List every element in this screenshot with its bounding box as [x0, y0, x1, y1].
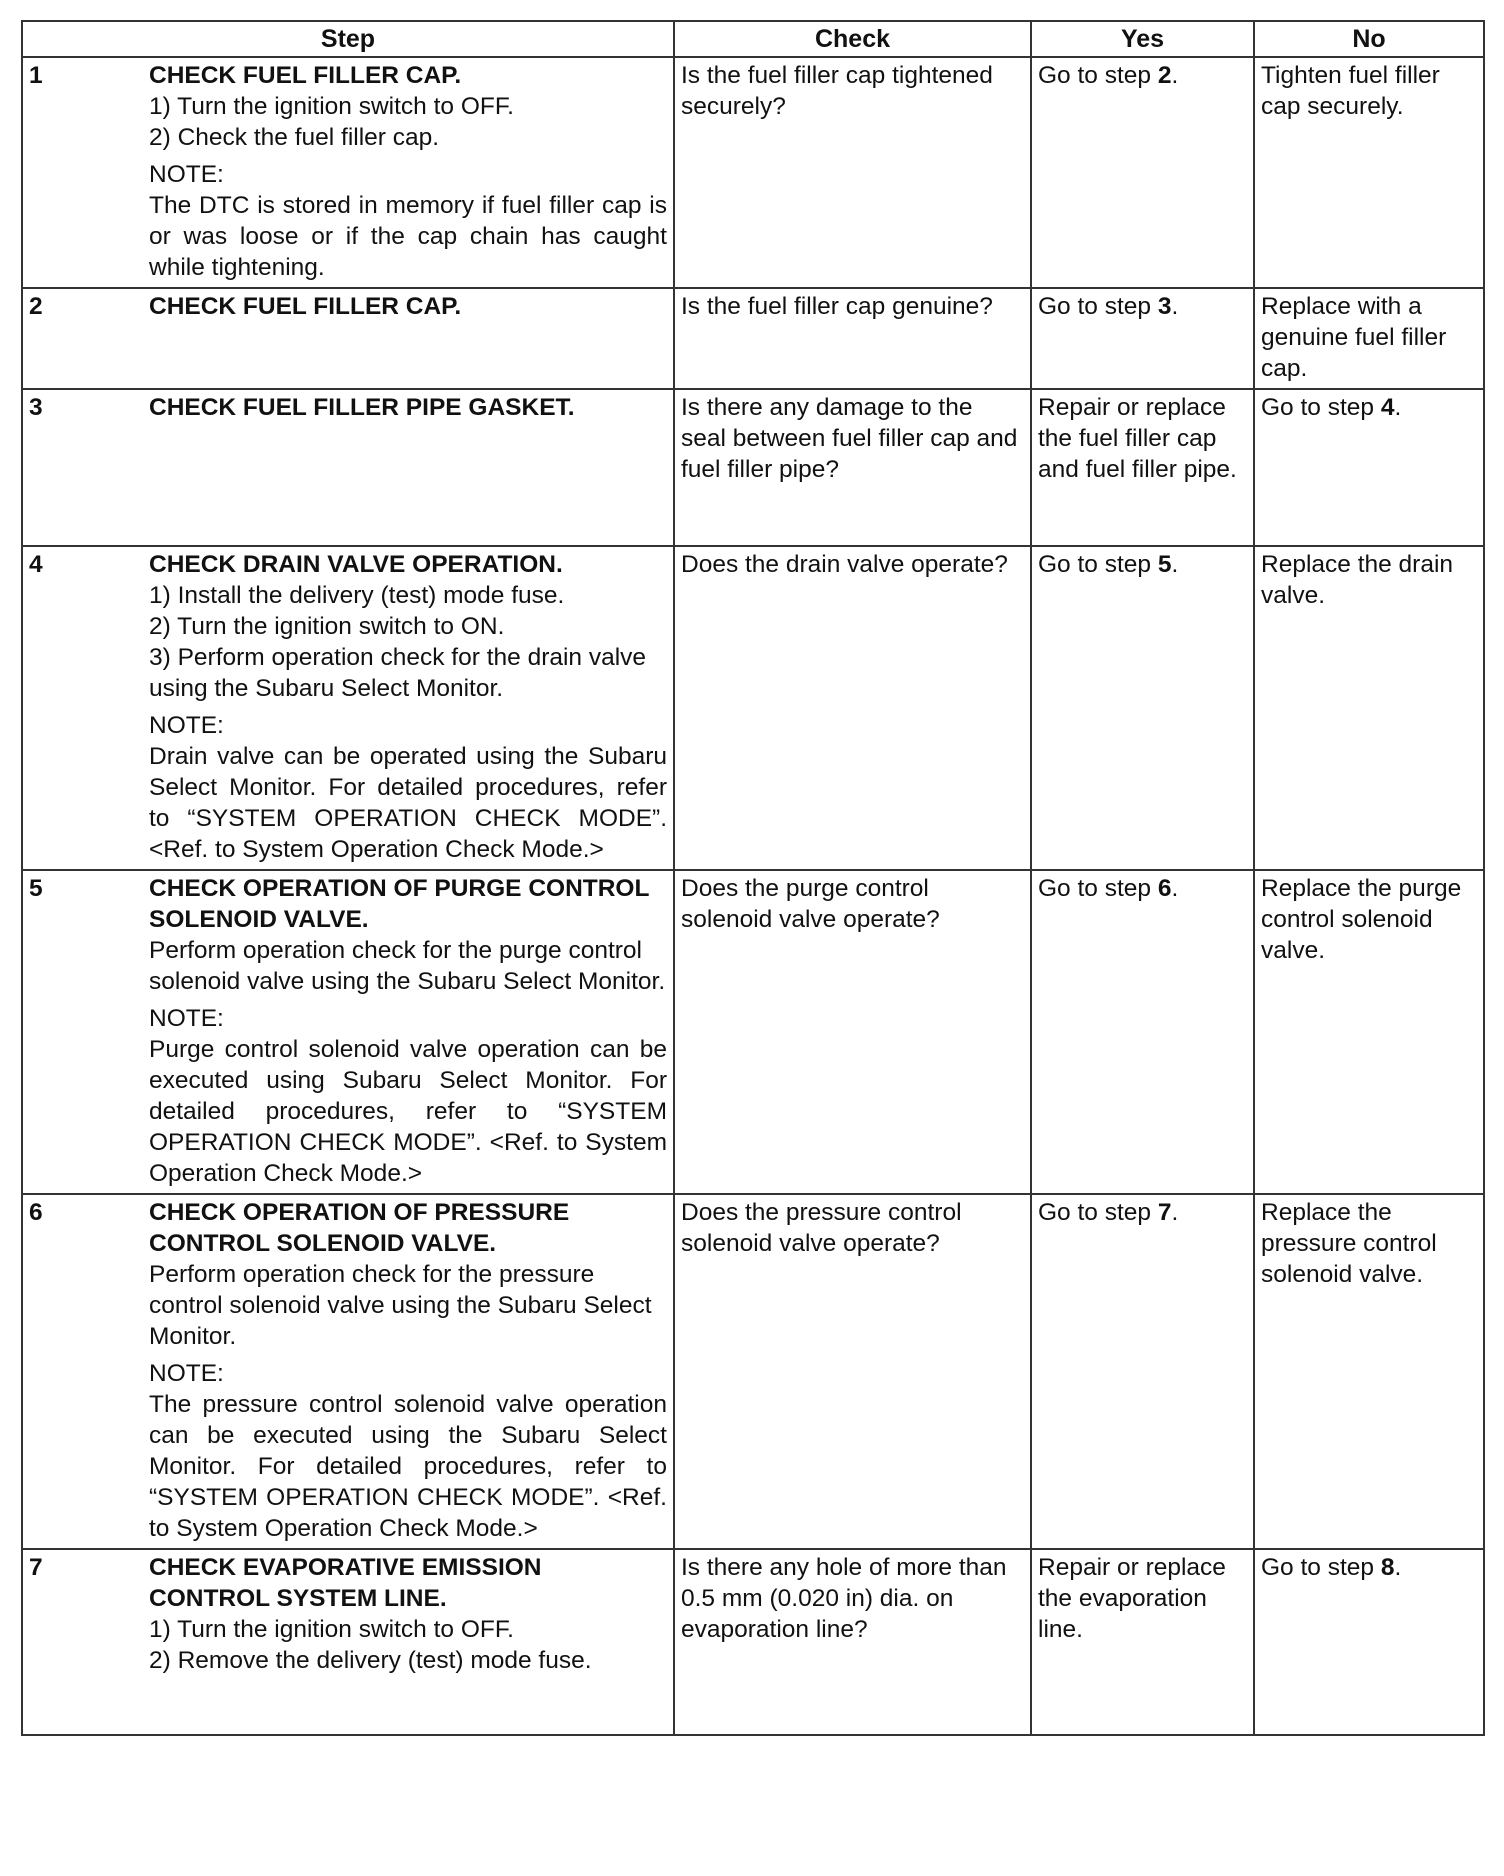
step-number: 6 — [29, 1199, 43, 1226]
step-number: 3 — [29, 394, 43, 421]
no-column-header: No — [1254, 21, 1484, 57]
step-number: 4 — [29, 551, 43, 578]
yes-step-number: 5 — [1157, 551, 1172, 578]
yes-cell — [1031, 870, 1254, 1194]
step-cell — [22, 1194, 674, 1549]
note-text: The DTC is stored in memory if fuel filler cap is or was loose or if the cap chain has caught while tightening. — [149, 192, 667, 281]
note-label: NOTE: — [149, 712, 224, 739]
step-cell — [22, 1549, 674, 1735]
note-text: Drain valve can be operated using the Subaru Select Monitor. For detailed procedures, refer to “SYSTEM OPERATION CHECK MODE”. <Ref. to System Operation Check Mode.> — [149, 743, 667, 863]
table-row — [22, 870, 1484, 1194]
table-row — [22, 1194, 1484, 1549]
step-body — [149, 60, 667, 283]
yes-step-number: 7 — [1157, 1199, 1172, 1226]
yes-step-number: 6 — [1157, 875, 1172, 902]
check-cell: Does the purge control solenoid valve operate? — [674, 870, 1031, 1194]
yes-text: Go to step — [1038, 293, 1158, 320]
step-body — [149, 873, 667, 1189]
yes-cell — [1031, 1549, 1254, 1735]
yes-cell — [1031, 57, 1254, 288]
table-header-row — [22, 21, 1484, 57]
no-text: Tighten fuel filler cap securely. — [1261, 62, 1440, 120]
check-cell: Is the fuel filler cap tightened securely? — [674, 57, 1031, 288]
no-text: Replace the pressure control solenoid valve. — [1261, 1199, 1437, 1288]
step-instruction: 2) Remove the delivery (test) mode fuse. — [149, 1647, 592, 1674]
step-body — [149, 549, 667, 865]
check-column-header: Check — [674, 21, 1031, 57]
table-row — [22, 389, 1484, 546]
step-description: Perform operation check for the purge control solenoid valve using the Subaru Select Monitor. — [149, 937, 666, 995]
step-instruction: 2) Check the fuel filler cap. — [149, 124, 440, 151]
check-cell: Is there any damage to the seal between fuel filler cap and fuel filler pipe? — [674, 389, 1031, 546]
table-row — [22, 546, 1484, 870]
yes-cell — [1031, 546, 1254, 870]
yes-cell — [1031, 288, 1254, 389]
step-instruction: 2) Turn the ignition switch to ON. — [149, 613, 505, 640]
no-cell — [1254, 1194, 1484, 1549]
yes-suffix: . — [1171, 875, 1179, 902]
step-body — [149, 1552, 667, 1676]
step-title: CHECK FUEL FILLER PIPE GASKET. — [149, 394, 575, 421]
step-number: 2 — [29, 293, 43, 320]
no-cell — [1254, 288, 1484, 389]
step-title: CHECK FUEL FILLER CAP. — [149, 62, 462, 89]
step-number: 7 — [29, 1554, 43, 1581]
step-description: Perform operation check for the pressure control solenoid valve using the Subaru Select Monitor. — [149, 1261, 652, 1350]
step-title: CHECK OPERATION OF PURGE CONTROL SOLENOID VALVE. — [149, 875, 650, 933]
step-column-header: Step — [22, 21, 674, 57]
table-row — [22, 288, 1484, 389]
yes-text: Go to step — [1038, 551, 1158, 578]
step-instruction: 1) Turn the ignition switch to OFF. — [149, 93, 514, 120]
yes-suffix: . — [1171, 293, 1179, 320]
step-title: CHECK FUEL FILLER CAP. — [149, 293, 462, 320]
yes-column-header: Yes — [1031, 21, 1254, 57]
diagnostic-procedure-table — [21, 20, 1485, 1736]
step-cell — [22, 288, 674, 389]
no-suffix: . — [1394, 394, 1402, 421]
step-number: 5 — [29, 875, 43, 902]
step-instruction: 1) Install the delivery (test) mode fuse. — [149, 582, 565, 609]
no-suffix: . — [1394, 1554, 1402, 1581]
step-title: CHECK OPERATION OF PRESSURE CONTROL SOLENOID VALVE. — [149, 1199, 570, 1257]
check-cell: Does the drain valve operate? — [674, 546, 1031, 870]
check-cell: Does the pressure control solenoid valve operate? — [674, 1194, 1031, 1549]
yes-step-number: 2 — [1157, 62, 1172, 89]
yes-text: Repair or replace the fuel filler cap and fuel filler pipe. — [1038, 394, 1237, 483]
yes-text: Go to step — [1038, 62, 1158, 89]
yes-suffix: . — [1171, 1199, 1179, 1226]
no-text: Replace the purge control solenoid valve. — [1261, 875, 1462, 964]
yes-cell — [1031, 389, 1254, 546]
note-text: The pressure control solenoid valve operation can be executed using the Subaru Select Monitor. For detailed procedures, refer to “SYSTEM OPERATION CHECK MODE”. <Ref. to System Operation Check Mode.> — [149, 1391, 667, 1542]
yes-text: Go to step — [1038, 1199, 1158, 1226]
step-instruction: 1) Turn the ignition switch to OFF. — [149, 1616, 514, 1643]
no-cell — [1254, 870, 1484, 1194]
step-body — [149, 291, 667, 322]
step-title: CHECK DRAIN VALVE OPERATION. — [149, 551, 563, 578]
step-cell — [22, 389, 674, 546]
step-instruction: 3) Perform operation check for the drain valve using the Subaru Select Monitor. — [149, 644, 647, 702]
step-body — [149, 1197, 667, 1544]
note-label: NOTE: — [149, 1005, 224, 1032]
no-step-number: 8 — [1380, 1554, 1395, 1581]
no-text: Replace with a genuine fuel filler cap. — [1261, 293, 1447, 382]
no-text: Replace the drain valve. — [1261, 551, 1454, 609]
yes-suffix: . — [1171, 62, 1179, 89]
no-text: Go to step — [1261, 394, 1381, 421]
table-row — [22, 57, 1484, 288]
step-title: CHECK EVAPORATIVE EMISSION CONTROL SYSTEM LINE. — [149, 1554, 542, 1612]
note-label: NOTE: — [149, 161, 224, 188]
step-cell — [22, 870, 674, 1194]
step-body — [149, 392, 667, 423]
step-cell — [22, 57, 674, 288]
no-cell — [1254, 546, 1484, 870]
step-cell — [22, 546, 674, 870]
yes-step-number: 3 — [1157, 293, 1172, 320]
yes-text: Go to step — [1038, 875, 1158, 902]
table-body — [22, 57, 1484, 1735]
yes-suffix: . — [1171, 551, 1179, 578]
yes-cell — [1031, 1194, 1254, 1549]
check-cell: Is there any hole of more than 0.5 mm (0.020 in) dia. on evaporation line? — [674, 1549, 1031, 1735]
table-row — [22, 1549, 1484, 1735]
no-cell — [1254, 57, 1484, 288]
yes-text: Repair or replace the evaporation line. — [1038, 1554, 1226, 1643]
no-cell — [1254, 1549, 1484, 1735]
note-text: Purge control solenoid valve operation can be executed using Subaru Select Monitor. For detailed procedures, refer to “SYSTEM OPERATION CHECK MODE”. <Ref. to System Operation Check Mode.> — [149, 1036, 667, 1187]
step-number: 1 — [29, 62, 43, 89]
note-label: NOTE: — [149, 1360, 224, 1387]
check-cell: Is the fuel filler cap genuine? — [674, 288, 1031, 389]
no-step-number: 4 — [1380, 394, 1395, 421]
no-cell — [1254, 389, 1484, 546]
no-text: Go to step — [1261, 1554, 1381, 1581]
